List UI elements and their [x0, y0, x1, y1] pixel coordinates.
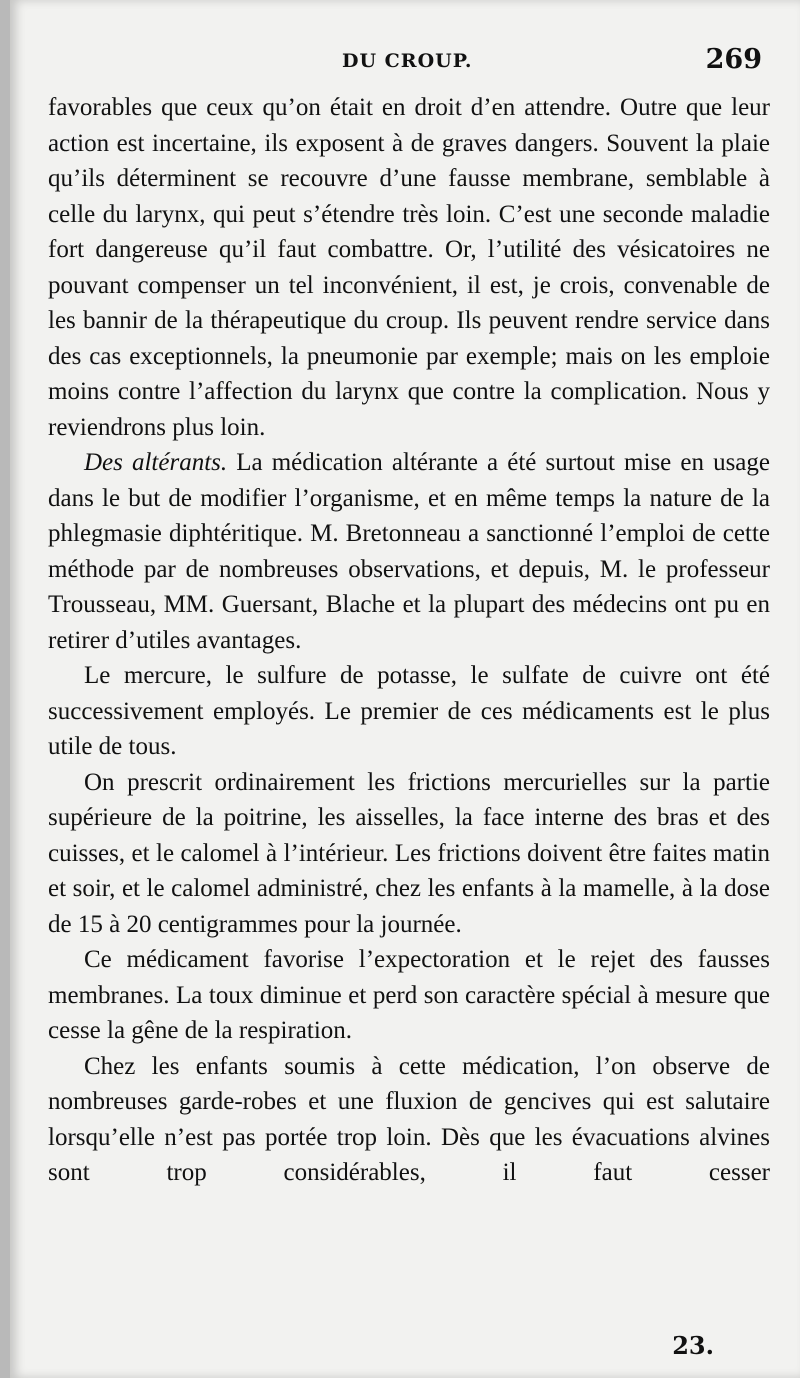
book-page	[10, 0, 800, 1378]
paragraph-1	[48, 90, 770, 445]
paragraph-4	[48, 765, 770, 943]
paragraph-6	[48, 1049, 770, 1191]
signature-mark: 23.	[672, 1331, 714, 1360]
paragraph-2-text: La médication altérante a été surtout mise en usage dans le but de modifier l’organisme, et en même temps la nature de la phlegmasie diphtéritique. M. Bretonneau a sanctionné l’emploi de cette méthode par de nombreuses observations, et depuis, M. le professeur Trousseau, MM. Guersant, Blache et la plupart des médecins ont pu en retirer d’utiles avantages.	[48, 449, 770, 654]
paragraph-4-text: On prescrit ordinairement les frictions mercurielles sur la partie supérieure de la poitrine, les aisselles, la face interne des bras et des cuisses, et le calomel à l’intérieur. Les frictions doivent être faites matin et soir, et le calomel administré, chez les enfants à la mamelle, à la dose de 15 à 20 centigrammes pour la journée.	[48, 768, 770, 938]
paragraph-2	[48, 445, 770, 658]
body-text	[48, 90, 770, 1191]
paragraph-1-text: favorables que ceux qu’on était en droit d’en attendre. Outre que leur action est incertaine, ils exposent à de graves dangers. Souvent la plaie qu’ils déterminent se recouvre d’une fausse membrane, semblable à celle du larynx, qui peut s’étendre très loin. C’est une seconde maladie fort dangereuse qu’il faut combattre. Or, l’utilité des vésicatoires ne pouvant compenser un tel inconvénient, il est, je crois, convenable de les bannir de la thérapeutique du croup. Ils peuvent rendre service dans des cas exceptionnels, la pneumonie par exemple; mais on les emploie moins contre l’affection du larynx que contre la complication. Nous y reviendrons plus loin.	[48, 94, 770, 441]
running-title: DU CROUP.	[342, 50, 473, 72]
paragraph-3-text: Le mercure, le sulfure de potasse, le sulfate de cuivre ont été successivement employés. Le premier de ces médicaments est le plus utile de tous.	[48, 662, 770, 760]
section-heading-des-alterants: Des altérants.	[84, 449, 228, 476]
paragraph-3	[48, 658, 770, 765]
paragraph-6-text: Chez les enfants soumis à cette médication, l’on observe de nombreuses garde-robes et une fluxion de gencives qui est salutaire lorsqu’elle n’est pas portée trop loin. Dès que les évacuations alvines sont trop considérables, il faut cesser	[48, 1052, 770, 1186]
paragraph-5-text: Ce médicament favorise l’expectoration et le rejet des fausses membranes. La toux diminue et perd son caractère spécial à mesure que cesse la gêne de la respiration.	[48, 946, 770, 1044]
page-number: 269	[705, 44, 762, 75]
running-head	[10, 44, 800, 78]
paragraph-5	[48, 942, 770, 1049]
